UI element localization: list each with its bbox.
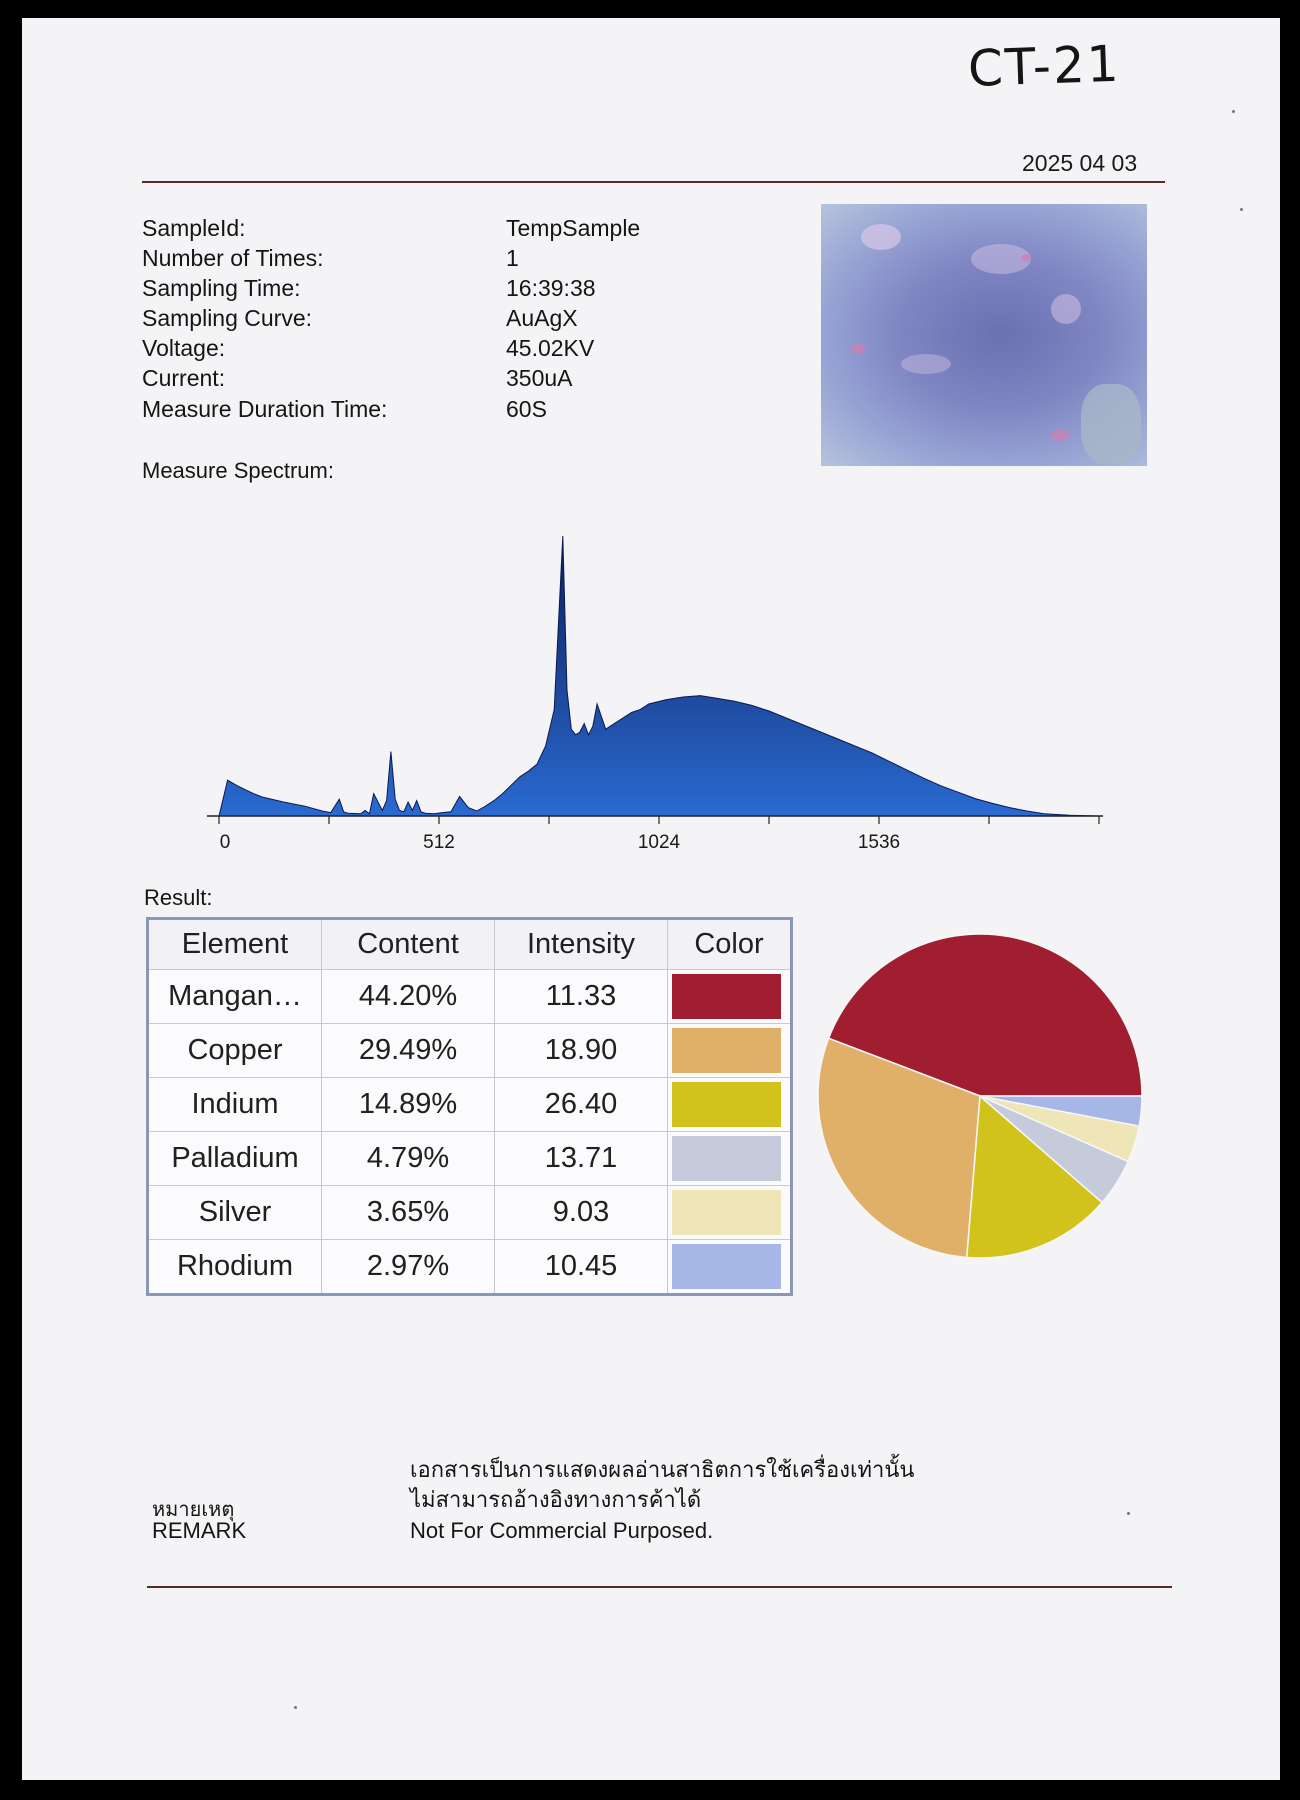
handwritten-sample-code: CT-21 (967, 34, 1122, 98)
table-row (148, 1078, 792, 1132)
color-swatch (672, 1136, 781, 1181)
report-date: 2025 04 03 (1022, 150, 1138, 176)
column-header-intensity: Intensity (495, 919, 668, 970)
spectrum-tick-label: 1024 (637, 832, 681, 853)
cell-color (668, 1186, 792, 1240)
scan-speck (1232, 110, 1235, 113)
cell-content: 2.97% (322, 1240, 495, 1295)
table-row (148, 1024, 792, 1078)
photo-highlight (861, 224, 901, 250)
result-label: Result: (144, 885, 213, 910)
cell-intensity: 18.90 (495, 1024, 668, 1078)
cell-color (668, 1078, 792, 1132)
results-table (146, 917, 793, 1296)
field-label-number-of-times: Number of Times: (142, 245, 324, 271)
field-value-sampling-curve: AuAgX (506, 305, 578, 331)
scan-speck (294, 1706, 297, 1709)
cell-content: 3.65% (322, 1186, 495, 1240)
cell-content: 44.20% (322, 970, 495, 1024)
column-header-element: Element (148, 919, 322, 970)
remark-english-text: Not For Commercial Purposed. (410, 1518, 714, 1543)
cell-color (668, 970, 792, 1024)
spectrum-tick-label: 1536 (857, 832, 901, 853)
cell-element: Palladium (148, 1132, 322, 1186)
field-label-sampling-time: Sampling Time: (142, 275, 301, 301)
scan-speck (1127, 1512, 1130, 1515)
color-swatch (672, 1082, 781, 1127)
field-label-sampling-curve: Sampling Curve: (142, 305, 313, 331)
composition-pie-chart (810, 926, 1150, 1266)
remark-thai-text (410, 1456, 914, 1516)
spectrum-chart (182, 508, 1122, 868)
cell-element: Indium (148, 1078, 322, 1132)
photo-highlight (1051, 294, 1081, 324)
color-swatch (672, 1190, 781, 1235)
cell-intensity: 10.45 (495, 1240, 668, 1295)
photo-highlight (1021, 254, 1031, 262)
photo-highlight (1081, 384, 1141, 464)
field-label-current: Current: (142, 365, 226, 391)
cell-content: 4.79% (322, 1132, 495, 1186)
table-header-row (148, 919, 792, 970)
cell-element: Mangan… (148, 970, 322, 1024)
cell-color (668, 1024, 792, 1078)
color-swatch (672, 1244, 781, 1289)
remark-label-english: REMARK (152, 1518, 247, 1543)
column-header-color: Color (668, 919, 792, 970)
photo-highlight (901, 354, 951, 374)
color-swatch (672, 974, 781, 1019)
field-label-sample-id: SampleId: (142, 215, 246, 241)
field-label-measure-duration: Measure Duration Time: (142, 396, 388, 422)
sample-photo (821, 204, 1147, 466)
cell-element: Copper (148, 1024, 322, 1078)
cell-color (668, 1132, 792, 1186)
field-value-current: 350uA (506, 365, 573, 391)
cell-element: Silver (148, 1186, 322, 1240)
header-divider (142, 181, 1165, 183)
table-row (148, 1132, 792, 1186)
cell-intensity: 13.71 (495, 1132, 668, 1186)
cell-intensity: 11.33 (495, 970, 668, 1024)
report-page (22, 18, 1280, 1780)
spectrum-tick-label: 0 (219, 832, 231, 853)
field-value-voltage: 45.02KV (506, 335, 595, 361)
field-value-number-of-times: 1 (506, 245, 519, 271)
cell-content: 29.49% (322, 1024, 495, 1078)
remark-thai-line-2: ไม่สามารถอ้างอิงทางการค้าได้ (410, 1488, 702, 1513)
footer-divider (147, 1586, 1172, 1588)
field-value-measure-duration: 60S (506, 396, 547, 422)
photo-highlight (1051, 429, 1069, 441)
color-swatch (672, 1028, 781, 1073)
photo-highlight (851, 344, 865, 354)
cell-color (668, 1240, 792, 1295)
field-label-voltage: Voltage: (142, 335, 226, 361)
cell-element: Rhodium (148, 1240, 322, 1295)
scan-speck (1240, 208, 1243, 211)
column-header-content: Content (322, 919, 495, 970)
cell-content: 14.89% (322, 1078, 495, 1132)
spectrum-tick-label: 512 (423, 832, 455, 853)
field-value-sample-id: TempSample (506, 215, 641, 241)
table-row (148, 1186, 792, 1240)
cell-intensity: 9.03 (495, 1186, 668, 1240)
remark-label-thai: หมายเหตุ (152, 1497, 235, 1521)
table-row (148, 970, 792, 1024)
spectrum-series-area (219, 536, 1099, 816)
spectrum-label: Measure Spectrum: (142, 458, 334, 483)
field-value-sampling-time: 16:39:38 (506, 275, 596, 301)
remark-thai-line-1: เอกสารเป็นการแสดงผลอ่านสาธิตการใช้เครื่องเท่านั้น (410, 1458, 915, 1483)
table-row (148, 1240, 792, 1295)
cell-intensity: 26.40 (495, 1078, 668, 1132)
